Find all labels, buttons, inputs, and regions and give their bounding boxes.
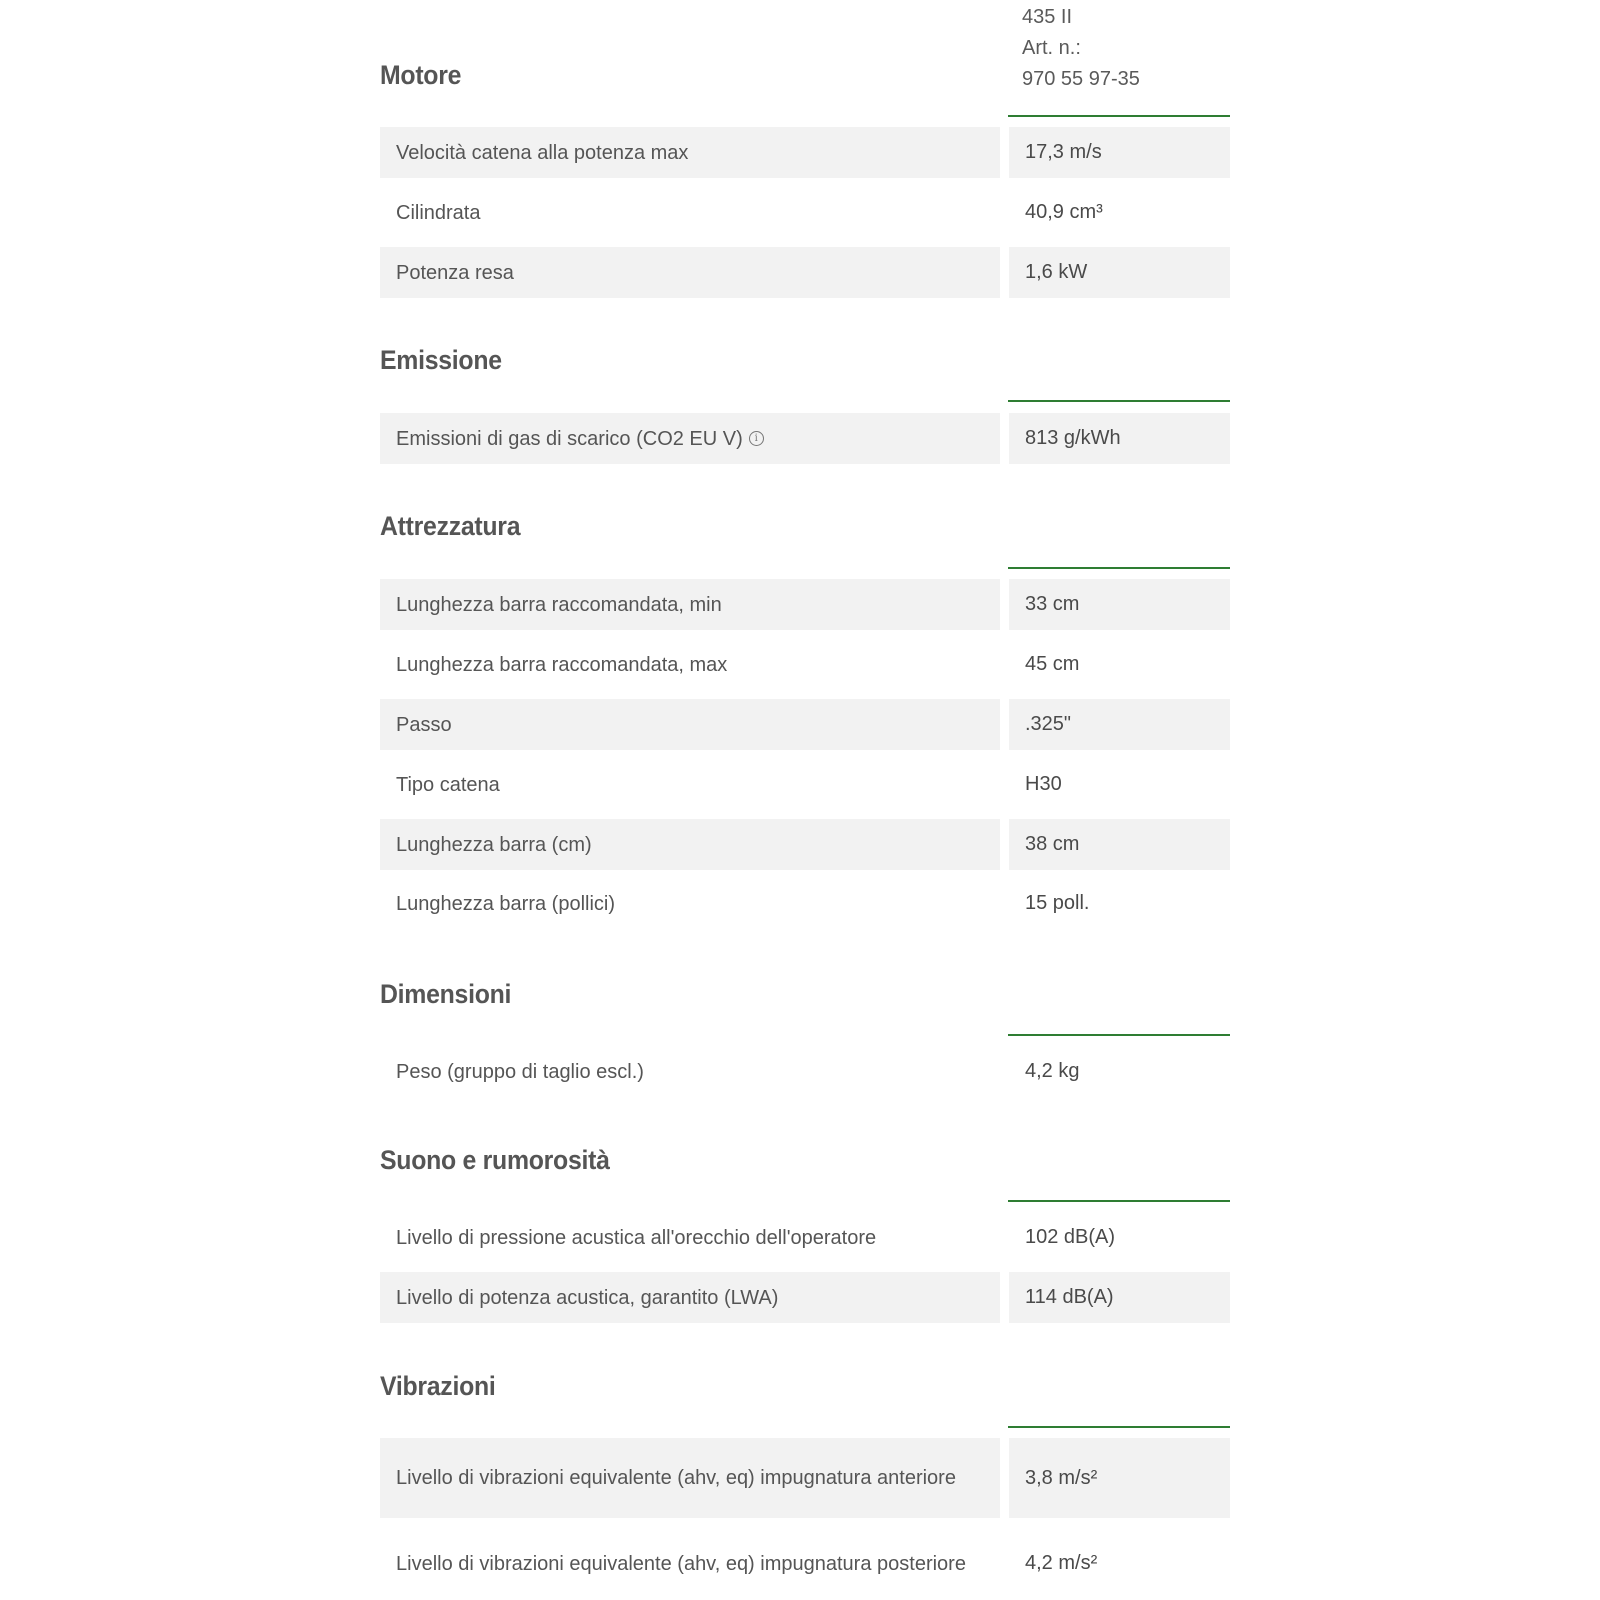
article-label: Art. n.: <box>1022 37 1081 59</box>
spec-value: 33 cm <box>1009 579 1230 630</box>
spec-row <box>380 1212 1230 1263</box>
section-divider <box>1008 115 1230 117</box>
spec-row <box>380 1527 1230 1600</box>
section-title-motore: Motore <box>380 60 462 90</box>
spec-row <box>380 759 1230 810</box>
spec-value: 15 poll. <box>1025 892 1090 914</box>
spec-label: Lunghezza barra (cm) <box>380 819 1000 870</box>
section-title-dimensioni: Dimensioni <box>380 979 512 1009</box>
spec-value: 102 dB(A) <box>1025 1226 1116 1248</box>
spec-label: Cilindrata <box>396 201 481 224</box>
spec-label: Potenza resa <box>380 247 1000 298</box>
spec-value: 813 g/kWh <box>1009 413 1230 464</box>
spec-row <box>380 187 1230 238</box>
spec-value: 17,3 m/s <box>1009 127 1230 178</box>
spec-value: 45 cm <box>1025 653 1080 675</box>
spec-label: Livello di pressione acustica all'orecchio dell'operatore <box>396 1226 877 1249</box>
spec-label: Livello di potenza acustica, garantito (LWA) <box>380 1272 1000 1323</box>
article-number: 970 55 97-35 <box>1022 68 1140 90</box>
product-model: 435 II <box>1022 6 1073 28</box>
spec-row <box>380 247 1230 298</box>
spec-label-text: Emissioni di gas di scarico (CO2 EU V) <box>396 427 743 450</box>
spec-value: 3,8 m/s² <box>1009 1438 1230 1518</box>
section-title-emissione: Emissione <box>380 345 502 375</box>
spec-value: 4,2 m/s² <box>1025 1552 1098 1574</box>
spec-label: Lunghezza barra (pollici) <box>396 892 616 915</box>
spec-value: 38 cm <box>1009 819 1230 870</box>
spec-value: .325" <box>1009 699 1230 750</box>
spec-row <box>380 1046 1230 1097</box>
spec-label: Lunghezza barra raccomandata, min <box>380 579 1000 630</box>
spec-row <box>380 699 1230 750</box>
spec-row <box>380 1438 1230 1518</box>
spec-label: Tipo catena <box>396 773 500 796</box>
info-icon[interactable]: i <box>749 431 764 446</box>
section-divider <box>1008 567 1230 569</box>
spec-label: Velocità catena alla potenza max <box>380 127 1000 178</box>
spec-value: 1,6 kW <box>1009 247 1230 298</box>
section-title-suono: Suono e rumorosità <box>380 1145 610 1175</box>
spec-label: Livello di vibrazioni equivalente (ahv, eq) impugnatura anteriore <box>380 1438 1000 1518</box>
spec-label <box>380 413 1000 464</box>
section-divider <box>1008 1426 1230 1428</box>
spec-row <box>380 579 1230 630</box>
spec-row <box>380 819 1230 870</box>
spec-value: H30 <box>1025 773 1062 795</box>
spec-label: Passo <box>380 699 1000 750</box>
spec-row <box>380 413 1230 464</box>
spec-label: Livello di vibrazioni equivalente (ahv, eq) impugnatura posteriore <box>396 1552 966 1575</box>
spec-value: 4,2 kg <box>1025 1060 1080 1082</box>
spec-value: 40,9 cm³ <box>1025 201 1103 223</box>
section-title-vibrazioni: Vibrazioni <box>380 1371 496 1401</box>
spec-label: Peso (gruppo di taglio escl.) <box>396 1060 644 1083</box>
spec-row <box>380 1272 1230 1323</box>
spec-row <box>380 878 1230 929</box>
spec-label: Lunghezza barra raccomandata, max <box>396 653 728 676</box>
section-title-attrezzatura: Attrezzatura <box>380 511 521 541</box>
section-divider <box>1008 1200 1230 1202</box>
product-header <box>1022 2 1232 95</box>
section-divider <box>1008 400 1230 402</box>
section-divider <box>1008 1034 1230 1036</box>
spec-row <box>380 127 1230 178</box>
spec-value: 114 dB(A) <box>1009 1272 1230 1323</box>
spec-row <box>380 639 1230 690</box>
